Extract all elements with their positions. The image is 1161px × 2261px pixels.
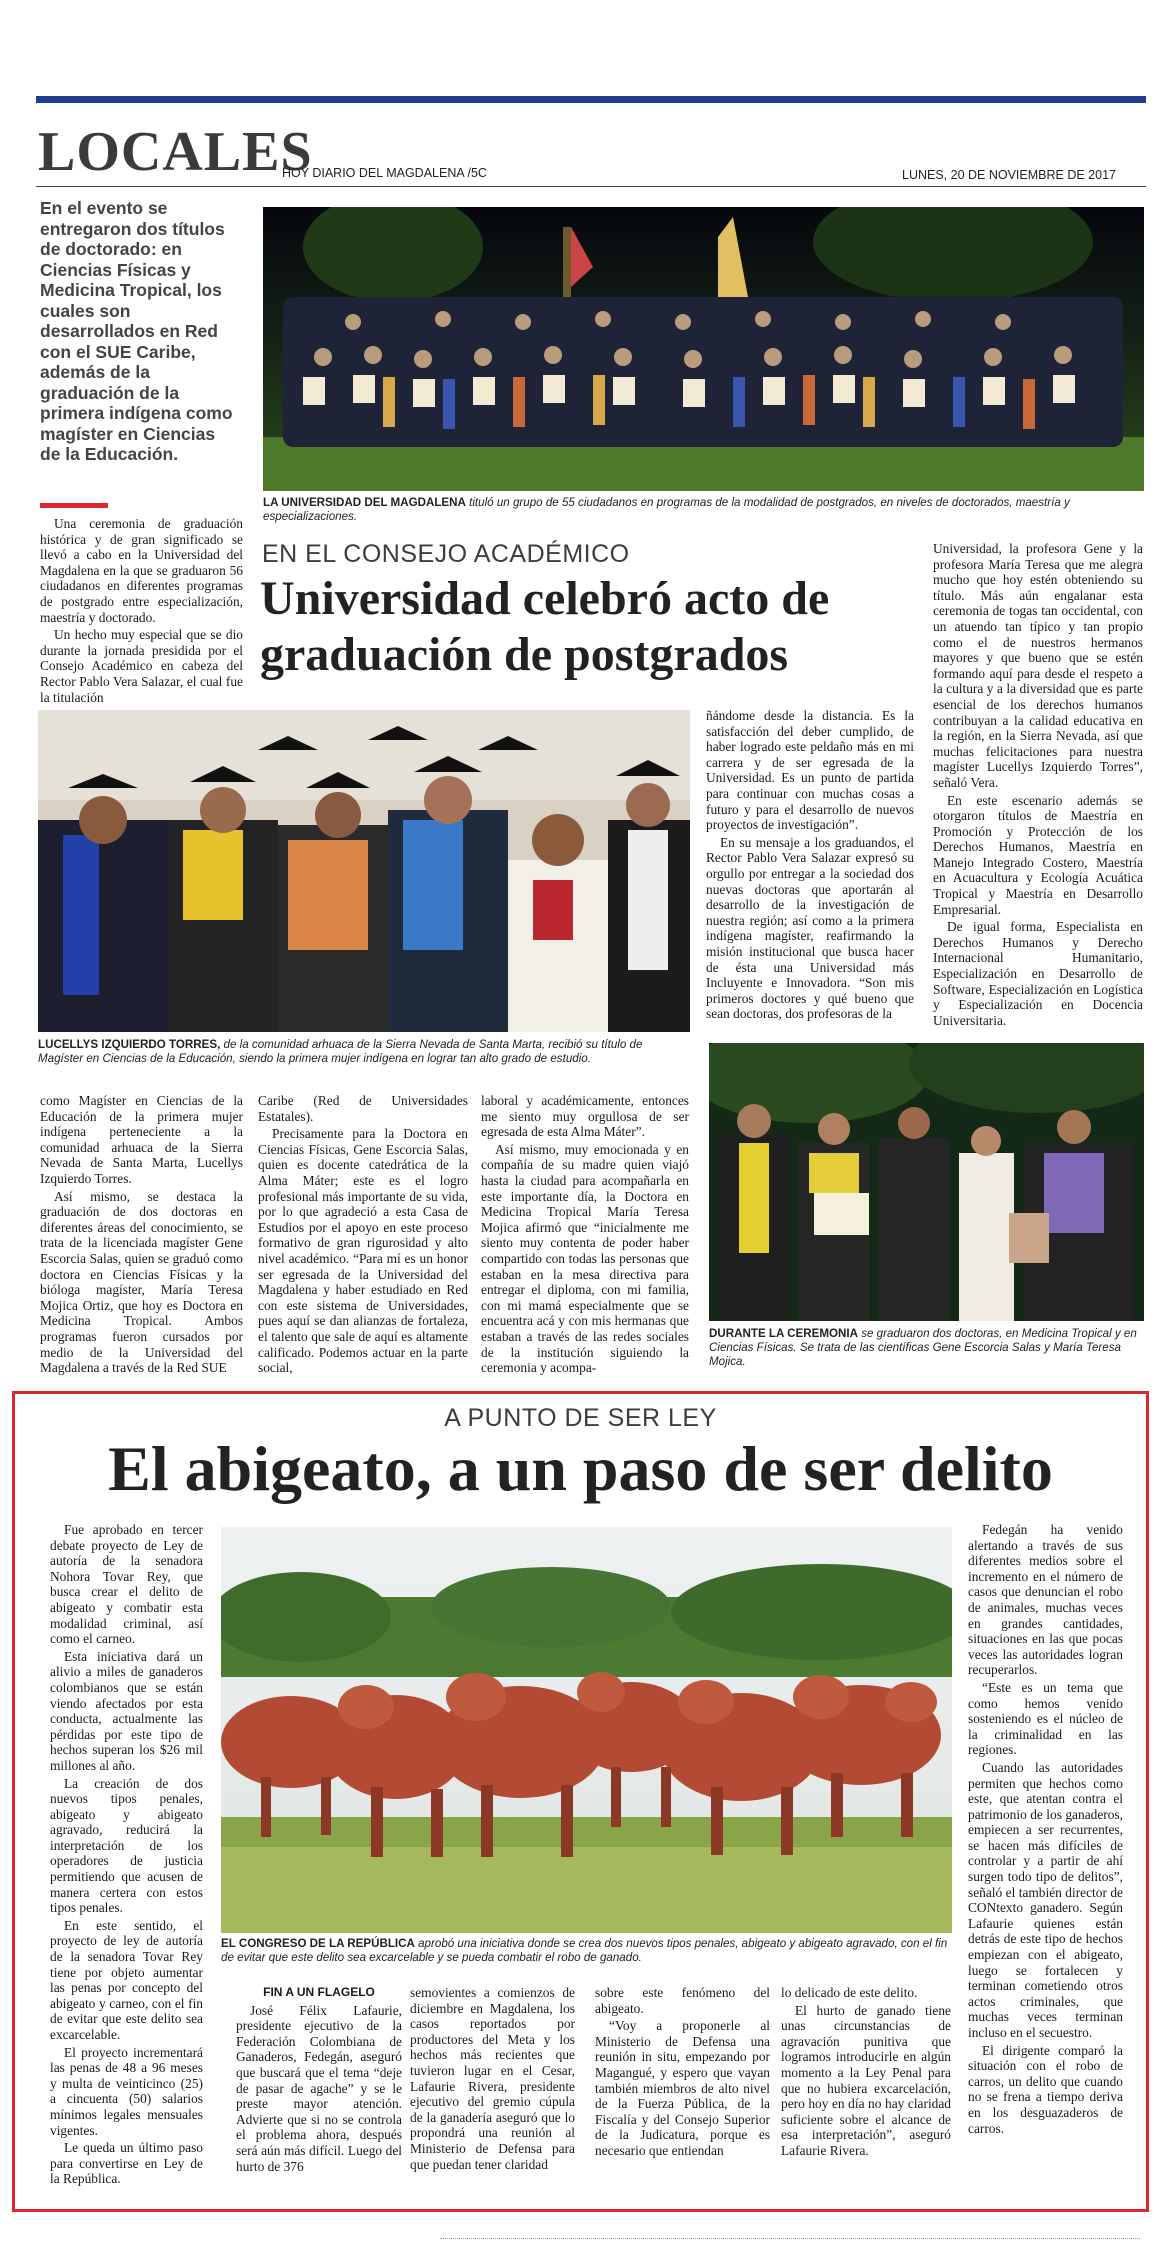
article2-bottom-column-c — [595, 1985, 770, 2161]
article1-col-a-p2: Así mismo, se destaca la graduación de dos doctoras en diferentes áreas del conocimiento, se trata de la licenciada magíster Gene Escorcia Salas, quien se graduó como doctora en Ciencias Físicas y la bióloga magíster, María Teresa Mojica Ortiz, que hoy es Doctora en Medicina Tropical. Ambos programas fueron cursados por medio de la Universidad del Magdalena a través de la Red SUE — [40, 1188, 243, 1376]
cattle-caption-text: aprobó una iniciativa donde se crea dos nuevos tipos penales, abigeato y abigeato agravado, con el fin de evitar que este delito sea excarcelable y se pueda combatir el robo de ganado. — [221, 1937, 948, 1964]
article2-bottom-d-p2: El hurto de ganado tiene unas circunstancias de agravación punitiva que logramos introducirle en algún momento a la Ley Penal para que no hubiera excarcelación, pero hoy en día no hay claridad suficiente sobre el alcance de esa interpretación”, aseguró Lafaurie Rivera. — [781, 2002, 951, 2158]
article2-right-column — [968, 1522, 1123, 2138]
article1-column-c — [481, 1093, 689, 1378]
article1-col-c-p1: laboral y académicamente, entonces me siento muy orgullosa de ser egresada de esta Alma Máter”. — [481, 1093, 689, 1140]
article2-left-p1: Fue aprobado en tercer debate proyecto de Ley de autoría de la senadora Nohora Tovar Rey, que busca crear el delito de abigeato y combatir esta modalidad criminal, así como el carneo. — [50, 1522, 203, 1647]
article2-bottom-a-p1: José Félix Lafaurie, presidente ejecutivo de la Federación Colombiana de Ganaderos, Fedegán, aseguró que buscará que el tema “deje de pasar de agache” y se le preste mayor atención. Advierte que si no se controla el problema ahora, después será aún más difícil. Luego del hurto de 376 — [236, 2002, 402, 2174]
photo3-caption-bold: DURANTE LA CEREMONIA — [709, 1327, 858, 1340]
article1-col-b-p1: Caribe (Red de Universidades Estatales). — [258, 1093, 468, 1124]
cattle-photo-caption — [221, 1937, 952, 1965]
section-title: LOCALES — [38, 121, 313, 183]
lead-underline — [40, 503, 108, 508]
photo2-caption-bold: LUCELLYS IZQUIERDO TORRES, — [38, 1038, 221, 1051]
article2-headline: El abigeato, a un paso de ser delito — [108, 1433, 1053, 1504]
article1-column-a — [40, 1093, 243, 1378]
article1-col-e-p3: De igual forma, Especialista en Derechos Humanos y Derecho Internacional Humanitario, Especialización en Desarrollo de Software, Especialización en Logística y Especialización en Docencia Universitaria. — [933, 919, 1143, 1028]
article2-bottom-column-b — [410, 1985, 575, 2174]
article1-kicker: EN EL CONSEJO ACADÉMICO — [262, 540, 630, 568]
top-rule — [36, 96, 1146, 103]
ceremony-doctors-photo — [709, 1043, 1144, 1321]
article2-subhead: FIN A UN FLAGELO — [263, 1985, 375, 1999]
article2-bottom-d-p1: lo delicado de este delito. — [781, 1985, 918, 2000]
cattle-photo — [221, 1527, 952, 1933]
graduates-group-photo — [263, 207, 1144, 491]
article1-column-d — [706, 708, 914, 1024]
article2-left-p2: Esta iniciativa dará un alivio a miles de ganaderos colombianos que se están viendo afectados por esta conducta, actualmente las pérdidas por este tipo de hechos superan los $26 mil millones al año. — [50, 1648, 203, 1773]
photo1-caption-text: tituló un grupo de 55 ciudadanos en programas de la modalidad de postgrados, en niveles de doctorados, maestría y especializaciones. — [263, 496, 1070, 523]
article1-col-e-p2: En este escenario además se otorgaron títulos de Maestría en Promoción y Protección de los Derechos Humanos, Maestría en Manejo Integrado Costero, Maestría en Acuacultura y Ecología Acuática Tropical y Maestría en Desarrollo Empresarial. — [933, 792, 1143, 917]
article2-bottom-c-p1: sobre este fenómeno del abigeato. — [595, 1985, 770, 2016]
article2-left-column — [50, 1522, 203, 2189]
article1-intro-p2: Un hecho muy especial que se dio durante la jornada presidida por el Consejo Académico en cabeza del Rector Pablo Vera Salazar, el cual fue la titulación — [40, 627, 243, 705]
article1-intro-p1: Una ceremonia de graduación histórica y de gran significado se llevó a cabo en la Universidad del Magdalena en la que se graduaron 56 ciudadanos en diferentes programas de postgrado entre especialización, maestría y doctorado. — [40, 516, 243, 625]
article1-intro-column — [40, 516, 243, 707]
paper-name: HOY DIARIO DEL MAGDALENA /5C — [282, 166, 487, 180]
photo3-caption-text: se graduaron dos doctoras, en Medicina Tropical y en Ciencias Físicas. Se trata de las científicas Gene Escorcia Salas y María Teresa Mojica. — [709, 1327, 1137, 1368]
article2-left-p4: En este sentido, el proyecto de ley de autoría de la senadora Tovar Rey tiene por objeto aumentar las penas por concepto del abigeato y carneo, con el fin de evitar que este delito sea excarcelable. — [50, 1917, 203, 2042]
article1-column-e — [933, 541, 1143, 1030]
article2-kicker: A PUNTO DE SER LEY — [444, 1404, 717, 1432]
article2-bottom-c-p2: “Voy a proponerle al Ministerio de Defensa una reunión in situ, empezando por Magangué, y espero que vayan también miembros de alto nivel de la Fuerza Pública, de la Fiscalía y del Consejo Superior de la Judicatura, porque es necesario que entiendan — [595, 2018, 770, 2158]
lucellys-graduation-photo — [38, 710, 690, 1032]
masthead-rule — [36, 186, 1146, 187]
article2-right-p3: Cuando las autoridades permiten que hechos como este, que atentan contra el patrimonio de los ganaderos, empiecen a ser recurrentes, se hacen más difíciles de controlar y a partir de ahí surgen todo tipo de delitos”, señaló el también director de CONtexto ganadero. Según Lafaurie quienes están detrás de este tipo de hechos empiezan con el abigeato, luego se fortalecen y terminan cometiendo otros actos criminales, que muchas veces terminan incluso en el secuestro. — [968, 1759, 1123, 2040]
article2-bottom-column-a — [236, 1985, 402, 2176]
photo2-caption — [38, 1038, 688, 1066]
article1-col-d-p1: ñándome desde la distancia. Es la satisfacción del deber cumplido, de haber logrado este peldaño más en mi carrera y de ser egresada de la Universidad. Es un punto de partida para continuar con muchas cosas a futuro y para el desarrollo de nuevos proyectos de investigación”. — [706, 708, 914, 833]
photo2-caption-text: de la comunidad arhuaca de la Sierra Nevada de Santa Marta, recibió su título de Magíster en Ciencias de la Educación, siendo la primera mujer indígena en lograr tan alto grado de estudio. — [38, 1038, 643, 1065]
article1-col-a-p1: como Magíster en Ciencias de la Educación de la primera mujer indígena perteneciente a la comunidad arhuaca de la Sierra Nevada de Santa Marta, Lucellys Izquierdo Torres. — [40, 1093, 243, 1186]
article1-col-b-p2: Precisamente para la Doctora en Ciencias Físicas, Gene Escorcia Salas, quien es docente catedrática de la Alma Máter; este es el logro profesional más importante de su vida, por lo que agradeció a esta Casa de Estudios por el apoyo en este proceso formativo de gran rigurosidad y alto nivel académico. “Para mí es un honor ser egresada de la Universidad del Magdalena y haber estudiado en Red con este sistema de Universidades, pues aquí se dan alianzas de fortaleza, el talento que sale de aquí es altamente calificado. Podemos actuar en la parte social, — [258, 1126, 468, 1376]
page-bottom-edge — [440, 2238, 1140, 2239]
issue-date: LUNES, 20 DE NOVIEMBRE DE 2017 — [902, 168, 1116, 182]
article1-headline: Universidad celebró acto de graduación de postgrados — [260, 572, 830, 681]
article2-right-p1: Fedegán ha venido alertando a través de sus diferentes medios sobre el incremento en el número de casos que denuncian el robo de animales, muchas veces en grandes cantidades, situaciones en las que pocas veces las autoridades logran recuperarlos. — [968, 1522, 1123, 1678]
article2-left-p6: Le queda un último paso para convertirse en Ley de la República. — [50, 2140, 203, 2187]
article2-right-p2: “Este es un tema que como hemos venido sosteniendo es el núcleo de la criminalidad en las regiones. — [968, 1679, 1123, 1758]
article2-bottom-column-d — [781, 1985, 951, 2161]
article2-left-p5: El proyecto incrementará las penas de 48 a 96 meses y multa de veinticinco (25) a cincuenta (50) salarios mínimos legales mensuales vigentes. — [50, 2044, 203, 2138]
article2-right-p4: El dirigente comparó la situación con el robo de carros, un delito que cuando no se frena a tiempo deriva en los desguazaderos de carros. — [968, 2042, 1123, 2136]
article1-col-d-p2: En su mensaje a los graduandos, el Rector Pablo Vera Salazar expresó su orgullo por entregar a la sociedad dos nuevas doctoras que aportarán al desarrollo de la investigación de nuestra región; así como a la primera indígena magíster, reafirmando la misión institucional que busca hacer de ésta una Universidad más Incluyente e Innovadora. “Son mis primeros doctores y qué bueno que sean doctoras, dos profesoras de la — [706, 834, 914, 1022]
article1-column-b — [258, 1093, 468, 1378]
article1-col-c-p2: Así mismo, muy emocionada y en compañía de su madre quien viajó hasta la ciudad para acompañarla en este importante día, la Doctora en Medicina Tropical María Teresa Mojica afirmó que “inicialmente me siento muy contenta de poder haber compartido con todas las personas que estaban en la mesa directiva para entregar el diploma, con mi familia, con mi mamá especialmente que se encuentra acá y con mis hermanas que estaban a través de las redes sociales de la institución siguiendo la ceremonia y acompa- — [481, 1141, 689, 1376]
article2-left-p3: La creación de dos nuevos tipos penales, abigeato y abigeato agravado, reducirá la interpretación de los operadores de justicia permitiendo que acusen de manera certera con estos tipos penales. — [50, 1775, 203, 1916]
lead-paragraph: En el evento se entregaron dos títulos de doctorado: en Ciencias Físicas y Medicina Tropical, los cuales son desarrollados en Red con el SUE Caribe, además de la graduación de la primera indígena como magíster en Ciencias de la Educación. — [40, 198, 233, 464]
photo3-caption — [709, 1327, 1144, 1369]
cattle-caption-bold: EL CONGRESO DE LA REPÚBLICA — [221, 1937, 415, 1950]
photo1-caption-bold: LA UNIVERSIDAD DEL MAGDALENA — [263, 496, 466, 509]
article1-col-e-p1: Universidad, la profesora Gene y la profesora María Teresa que me alegra mucho que hoy estén obteniendo su título. Más aún engalanar esta ceremonia de togas tan occidental, con un atuendo tan típico y tan propio como el de nuestros hermanos mayores y que bueno que se estén formando aquí para desde el respeto a la cultura y a la diversidad que es parte esencial de los derechos humanos contribuyan a la calidad educativa en la región, en la Sierra Nevada, así que muchas felicitaciones para nuestra magíster Lucellys Izquierdo Torres”, señaló Vera. — [933, 541, 1143, 790]
article2-bottom-b-p1: semovientes a comienzos de diciembre en Magdalena, los casos reportados por productores del Meta y los hechos más recientes que tuvieron lugar en el Cesar, Lafaurie Rivera, presidente ejecutivo del gremio cúpula de la ganadería aseguró que lo propondrá una reunión al Ministerio de Defensa para que puedan tener claridad — [410, 1985, 575, 2172]
photo1-caption — [263, 496, 1144, 524]
